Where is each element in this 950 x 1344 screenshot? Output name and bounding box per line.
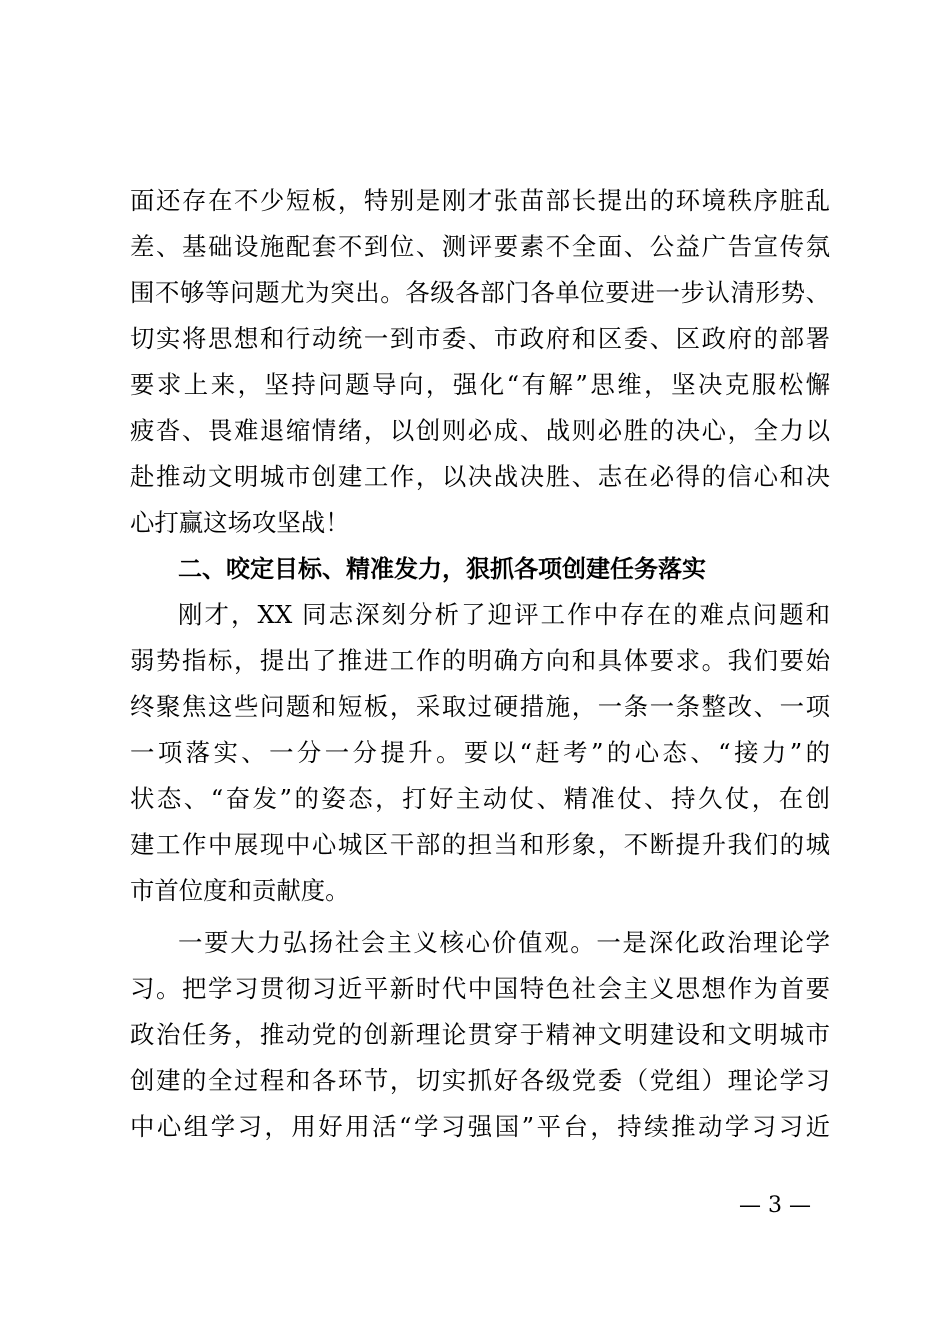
- paragraph-2-line-7: 市首位度和贡献度。: [130, 876, 350, 905]
- page-number: — 3 —: [739, 1193, 811, 1218]
- paragraph-2-line-5: 状态、“奋发”的姿态，打好主动仗、精准仗、持久仗，在创: [130, 784, 830, 813]
- paragraph-2-line-2: 弱势指标，提出了推进工作的明确方向和具体要求。我们要始: [130, 646, 830, 675]
- paragraph-1-line-4: 切实将思想和行动统一到市委、市政府和区委、区政府的部署: [130, 324, 830, 353]
- paragraph-3-line-2: 习。把学习贯彻习近平新时代中国特色社会主义思想作为首要: [130, 974, 830, 1003]
- paragraph-1-line-2: 差、基础设施配套不到位、测评要素不全面、公益广告宣传氛: [130, 232, 830, 261]
- paragraph-3-line-1: 一要大力弘扬社会主义核心价值观。一是深化政治理论学: [178, 928, 830, 957]
- paragraph-1-line-7: 赴推动文明城市创建工作，以决战决胜、志在必得的信心和决: [130, 462, 830, 491]
- paragraph-1-line-1: 面还存在不少短板，特别是刚才张苗部长提出的环境秩序脏乱: [130, 186, 830, 215]
- paragraph-2-line-3: 终聚焦这些问题和短板，采取过硬措施，一条一条整改、一项: [130, 692, 830, 721]
- paragraph-1-line-5: 要求上来，坚持问题导向，强化“有解”思维，坚决克服松懈: [130, 370, 830, 399]
- paragraph-3-line-5: 中心组学习，用好用活“学习强国”平台，持续推动学习习近: [130, 1112, 830, 1141]
- paragraph-2-line-6: 建工作中展现中心城区干部的担当和形象，不断提升我们的城: [130, 830, 830, 859]
- paragraph-3-line-3: 政治任务，推动党的创新理论贯穿于精神文明建设和文明城市: [130, 1020, 830, 1049]
- section-heading-2: 二、咬定目标、精准发力，狠抓各项创建任务落实: [178, 555, 706, 583]
- paragraph-3-line-4: 创建的全过程和各环节，切实抓好各级党委（党组）理论学习: [130, 1066, 830, 1095]
- paragraph-2-line-1: 刚才，XX 同志深刻分析了迎评工作中存在的难点问题和: [178, 600, 830, 629]
- paragraph-2-line-4: 一项落实、一分一分提升。要以“赶考”的心态、“接力”的: [130, 738, 830, 767]
- paragraph-1-line-6: 疲沓、畏难退缩情绪，以创则必成、战则必胜的决心，全力以: [130, 416, 830, 445]
- paragraph-1-line-8: 心打赢这场攻坚战！: [130, 508, 350, 537]
- paragraph-1-line-3: 围不够等问题尤为突出。各级各部门各单位要进一步认清形势、: [130, 278, 830, 307]
